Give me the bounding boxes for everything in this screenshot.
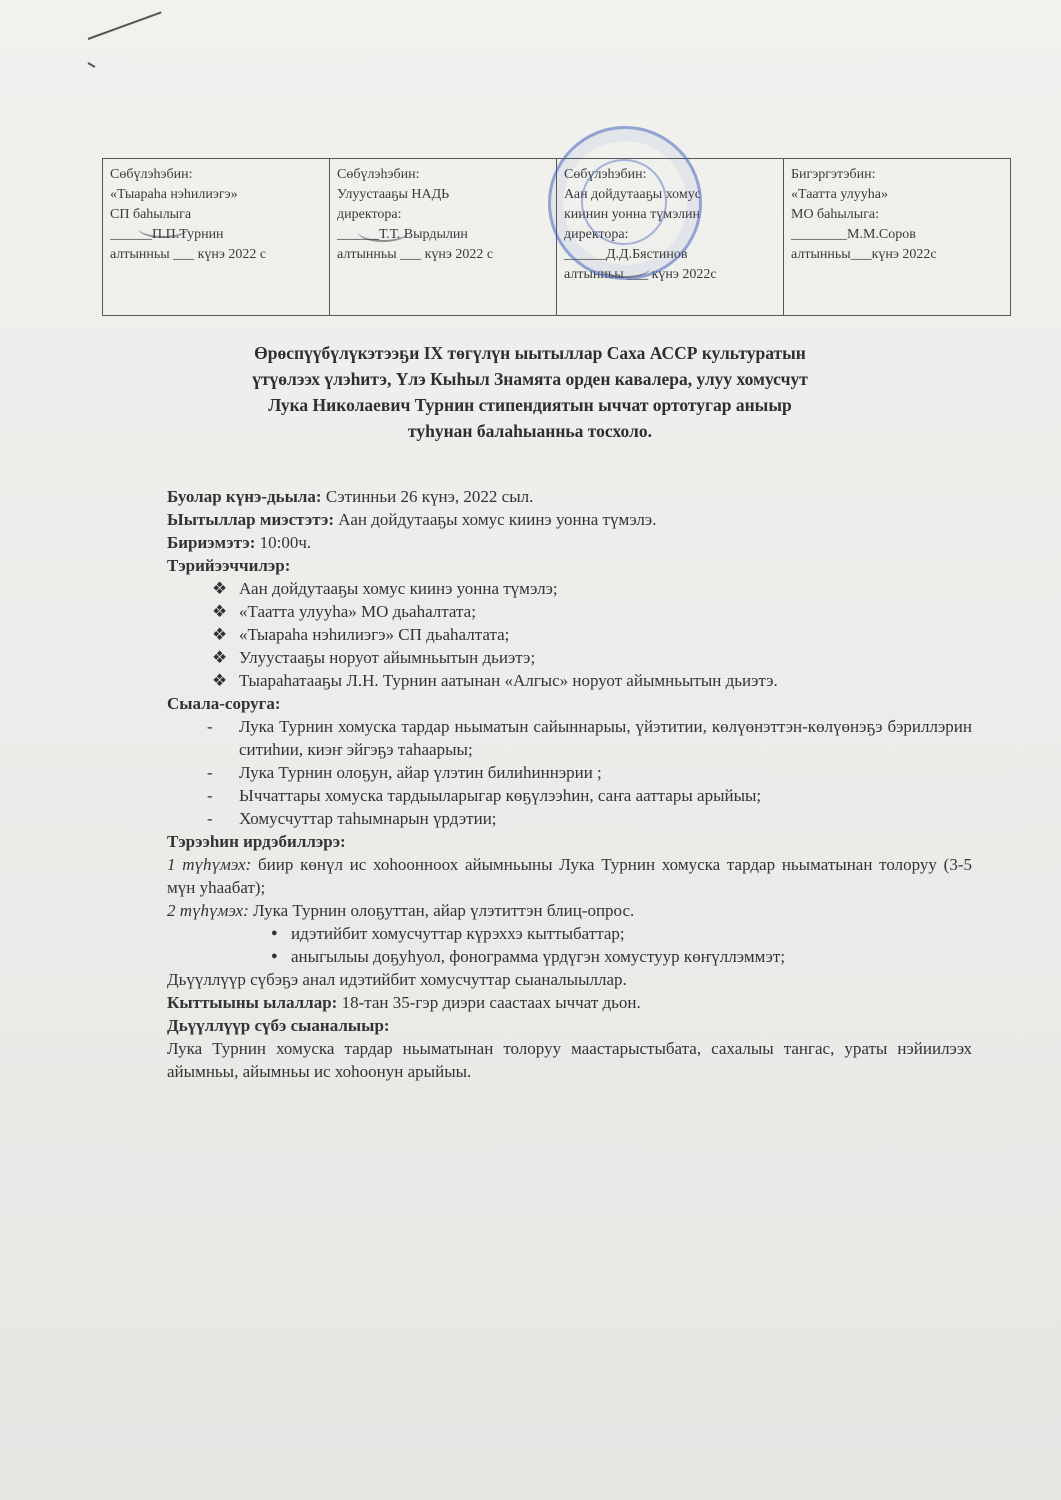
dash-bullet: - xyxy=(207,786,213,805)
participants-label: Кыттыыны ылаллар: xyxy=(167,993,338,1012)
title-line: Лука Николаевич Турнин стипендиятын ыччат ортотугар аныыр xyxy=(268,395,792,415)
list-item: ● идэтийбит хомусчуттар күрэххэ кыттыбаттар; xyxy=(271,924,625,943)
approval-date-line: алтынньы ___ күнэ 2022 с xyxy=(110,247,267,262)
diamond-bullet-icon: ❖ xyxy=(212,579,228,598)
approval-signature-line: ______Т.Т. Вырдылин xyxy=(337,227,468,242)
approval-signature-line: ______П.П.Турнин xyxy=(110,227,224,242)
pen-mark xyxy=(88,62,96,68)
list-item: - Лука Турнин хомуска тардар ньыматын сайыннарыы, үйэтитии, көлүөнэттэн-көлүөнэҕэ бэриллэрин ситиһии, киэҥ эйгэҕэ таһаарыы; xyxy=(207,717,972,759)
procedure-heading: Тэрээһин ирдэбиллэрэ: xyxy=(167,832,346,851)
stage-2-list xyxy=(167,922,972,968)
approval-signature-line: ________М.М.Соров xyxy=(791,227,916,242)
list-item: ❖ «Таатта улууһа» МО дьаһалтата; xyxy=(212,602,476,621)
title-line: Өрөспүүбүлүкэтээҕи IX төгүлүн ыытыллар Саха АССР культуратын xyxy=(254,343,806,363)
approval-heading: Сөбүлэһэбин: xyxy=(337,167,420,182)
approval-heading: Сөбүлэһэбин: xyxy=(110,167,193,182)
approval-line: СП баһылыга xyxy=(110,207,192,222)
approval-line: директора: xyxy=(337,207,402,222)
stage-1-paragraph xyxy=(167,853,972,899)
list-item: - Хомусчуттар таһымнарын үрдэтии; xyxy=(207,809,497,828)
dot-bullet: ● xyxy=(271,927,278,939)
participants-value: 18-тан 35-гэр диэри саастаах ыччат дьон. xyxy=(337,993,641,1012)
approval-line: Аан дойдутааҕы хомус xyxy=(564,187,701,202)
place-row xyxy=(167,508,972,531)
jury-note: Дьүүллүүр сүбэҕэ анал идэтийбит хомусчуттар сыаналыыллар. xyxy=(167,970,627,989)
goals-heading: Сыала-соруга: xyxy=(167,694,281,713)
approval-heading: Бигэргэтэбин: xyxy=(791,167,876,182)
date-row xyxy=(167,485,972,508)
title-line: үтүөлээх үлэһитэ, Үлэ Кыһыл Знамята орден кавалера, улуу хомусчут xyxy=(252,369,808,389)
dash-bullet: - xyxy=(207,763,213,782)
approval-line: директора: xyxy=(564,227,629,242)
dash-bullet: - xyxy=(207,717,213,736)
approval-cell-municipality xyxy=(784,159,1010,315)
document-title xyxy=(170,340,890,444)
signature-mark xyxy=(138,218,188,238)
diamond-bullet-icon: ❖ xyxy=(212,602,228,621)
approval-line: киинин уонна түмэлин xyxy=(564,207,700,222)
approval-line: «Тыараһа нэһилиэгэ» xyxy=(110,187,238,202)
approval-date-line: алтынньы ___ күнэ 2022 с xyxy=(337,247,494,262)
stage-2-text: Лука Турнин олоҕуттан, айар үлэтиттэн блиц-опрос. xyxy=(248,901,635,920)
participants-row xyxy=(167,991,972,1014)
list-item: ❖ «Тыараһа нэһилиэгэ» СП дьаһалтата; xyxy=(212,625,510,644)
jury-criteria-text: Лука Турнин хомуска тардар ньыматынан толоруу маастарыстыбата, сахалыы тангас, ураты нэйиилээх айымньы, айымньы ис хоһоонун арыйыы. xyxy=(167,1039,972,1081)
stage-1-text: биир көнүл ис хоһоонноох айымньыны Лука Турнин хомуска тардар ньыматынан толоруу (3-5 мүн уһаабат); xyxy=(167,855,972,897)
start-time-row xyxy=(167,531,972,554)
place-value: Аан дойдутааҕы хомус киинэ уонна түмэлэ. xyxy=(334,510,657,529)
date-value: Сэтинньи 26 күнэ, 2022 сыл. xyxy=(321,487,534,506)
title-line: туһунан балаһыанньа тосхоло. xyxy=(407,421,652,441)
list-item: ● аныгылыы доҕуһуол, фонограмма үрдүгэн хомустуур көҥүллэммэт; xyxy=(271,947,786,966)
approval-date-line: алтынньы ___ күнэ 2022с xyxy=(564,267,717,282)
approval-line: «Таатта улууһа» xyxy=(791,187,888,202)
approval-cell-settlement xyxy=(103,159,330,315)
list-item: ❖ Аан дойдутааҕы хомус киинэ уонна түмэлэ; xyxy=(212,579,558,598)
start-time-value: 10:00ч. xyxy=(255,533,312,552)
stage-2-paragraph xyxy=(167,899,972,922)
approval-heading: Сөбүлэһэбин: xyxy=(564,167,647,182)
date-label: Буолар күнэ-дьыла: xyxy=(167,487,322,506)
diamond-bullet-icon: ❖ xyxy=(212,648,228,667)
approval-line: МО баһылыга: xyxy=(791,207,880,222)
list-item: ❖ Тыараһатааҕы Л.Н. Турнин аатынан «Алгыс» норуот айымньытын дьиэтэ. xyxy=(212,671,778,690)
goals-list xyxy=(167,715,972,830)
dash-bullet: - xyxy=(207,809,213,828)
start-time-label: Бириэмэтэ: xyxy=(167,533,256,552)
pen-mark xyxy=(88,11,162,40)
diamond-bullet-icon: ❖ xyxy=(212,671,228,690)
signature-mark xyxy=(358,222,408,242)
signature-mark xyxy=(600,258,650,278)
approval-signature-line: ______Д.Д.Бястинов xyxy=(564,247,688,262)
stage-1-label: 1 түһүмэх: xyxy=(167,855,252,874)
official-seal-stamp xyxy=(548,126,702,280)
place-label: Ыытыллар миэстэтэ: xyxy=(167,510,335,529)
organizers-list xyxy=(167,577,972,692)
list-item: ❖ Улуустааҕы норуот айымньытын дьиэтэ; xyxy=(212,648,536,667)
jury-criteria-heading: Дьүүллүүр сүбэ сыаналыыр: xyxy=(167,1016,390,1035)
list-item: - Лука Турнин олоҕун, айар үлэтин билиһиннэрии ; xyxy=(207,763,602,782)
approval-line: Улуустааҕы НАДЬ xyxy=(337,187,450,202)
dot-bullet: ● xyxy=(271,950,278,962)
stage-2-label: 2 түһүмэх: xyxy=(167,901,249,920)
approval-date-line: алтынньы___күнэ 2022с xyxy=(791,247,937,262)
document-body xyxy=(167,485,972,1083)
list-item: - Ыччаттары хомуска тардыыларыгар көҕүлээһин, саҥа ааттары арыйыы; xyxy=(207,786,762,805)
organizers-heading: Тэрийээччилэр: xyxy=(167,556,291,575)
diamond-bullet-icon: ❖ xyxy=(212,625,228,644)
